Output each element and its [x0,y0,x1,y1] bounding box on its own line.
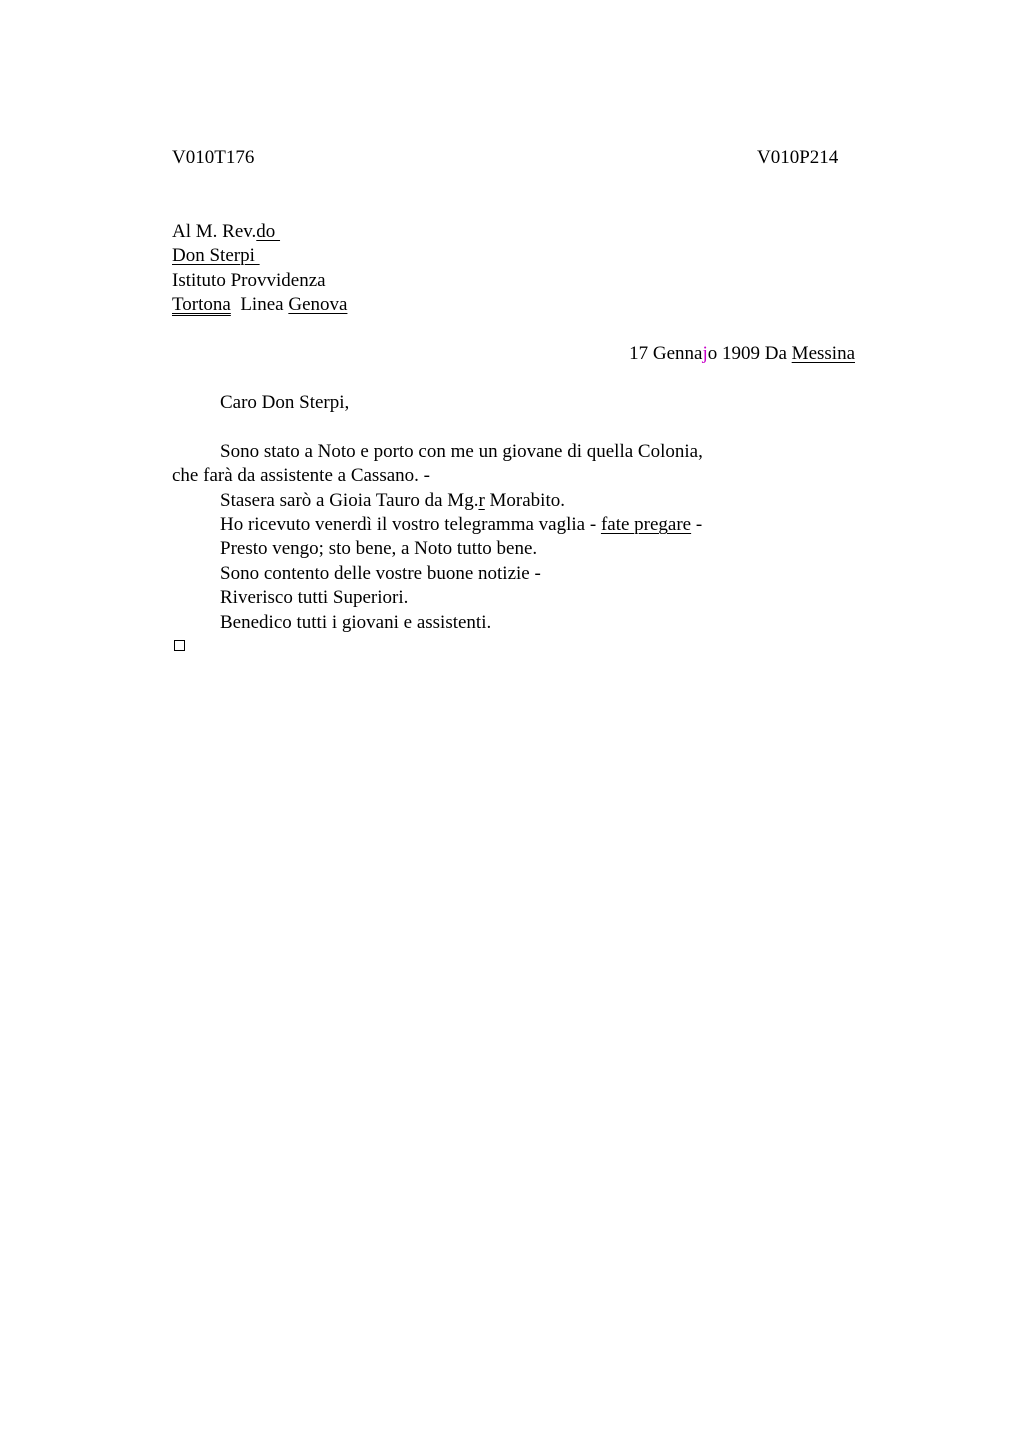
date-part-2: o 1909 Da [707,343,792,364]
body-line-2: che farà da assistente a Cassano. - [172,465,430,486]
date-highlight: j [702,343,708,364]
address-line-label: Linea [230,294,289,315]
address-city: Tortona [172,294,231,315]
date-place: Messina [791,343,855,364]
body-line-4-underlined: fate pregare [600,514,692,535]
body-line-7: Riverisco tutti Superiori. [220,587,409,608]
address-title-suffix: do [256,221,281,242]
address-line-4 [172,293,347,317]
body-line-1: Sono stato a Noto e porto con me un giovane di quella Colonia, [220,441,703,462]
document-code-right: V010P214 [757,147,839,168]
body-line-5: Presto vengo; sto bene, a Noto tutto bene. [220,538,538,559]
body-line-4-suffix: - [691,514,703,535]
body-line-8: Benedico tutti i giovani e assistenti. [220,612,492,633]
body-line-3 [220,489,565,513]
date-part-1: 17 Genna [629,343,703,364]
salutation: Caro Don Sterpi, [220,392,350,413]
document-code-left: V010T176 [172,147,255,168]
date-line [629,342,855,366]
address-recipient: Don Sterpi [172,245,260,266]
body-line-3-prefix: Stasera sarò a Gioia Tauro da Mg. [220,490,479,511]
body-line-4 [220,513,702,537]
checkbox-icon [174,640,185,651]
body-line-4-prefix: Ho ricevuto venerdì il vostro telegramma vaglia - [220,514,601,535]
address-title: Al M. Rev. [172,221,257,242]
body-line-6: Sono contento delle vostre buone notizie - [220,563,541,584]
body-line-3-sup: r [478,490,485,511]
body-line-3-suffix: Morabito. [484,490,565,511]
address-institute: Istituto Provvidenza [172,270,326,291]
address-line-1 [172,220,280,244]
address-line-name: Genova [288,294,348,315]
